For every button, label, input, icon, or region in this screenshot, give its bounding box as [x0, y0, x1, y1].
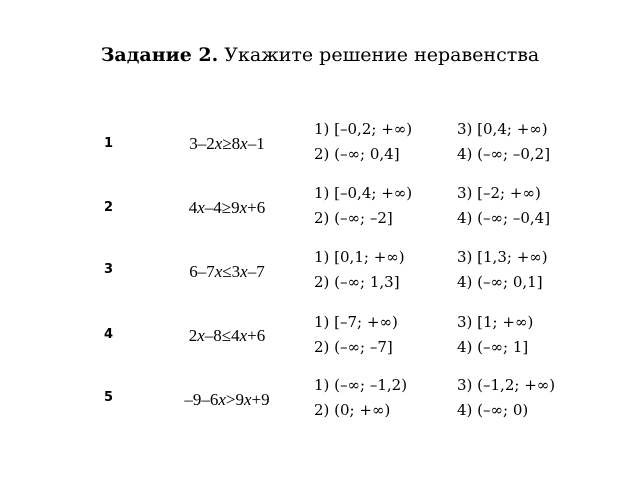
answer-option-3: 3) [1,3; +∞)	[457, 248, 548, 266]
task-row-2	[0, 184, 640, 250]
answer-option-2: 2) (0; +∞)	[314, 401, 391, 419]
answer-option-3: 3) (–1,2; +∞)	[457, 376, 556, 394]
answer-option-4: 4) (–∞; –0,2]	[457, 145, 551, 163]
task-heading: Задание 2.	[100, 44, 219, 66]
answer-option-2: 2) (–∞; –7]	[314, 338, 393, 356]
task-number: 5	[104, 390, 114, 405]
answer-option-1: 1) [0,1; +∞)	[314, 248, 405, 266]
task-row-4	[0, 313, 640, 379]
answer-option-1: 1) [–0,4; +∞)	[314, 184, 413, 202]
answer-option-1: 1) [–7; +∞)	[314, 313, 398, 331]
page-title	[0, 44, 640, 66]
answer-option-4: 4) (–∞; 0,1]	[457, 273, 543, 291]
task-number: 4	[104, 327, 114, 342]
answer-option-4: 4) (–∞; –0,4]	[457, 209, 551, 227]
answer-option-1: 1) [–0,2; +∞)	[314, 120, 413, 138]
task-row-5	[0, 376, 640, 442]
task-row-3	[0, 248, 640, 314]
answer-option-2: 2) (–∞; 1,3]	[314, 273, 400, 291]
answer-option-1: 1) (–∞; –1,2)	[314, 376, 408, 394]
task-inequality: –9–6x>9x+9	[184, 390, 270, 409]
task-inequality: 4x–4≥9x+6	[188, 198, 266, 217]
answer-option-3: 3) [–2; +∞)	[457, 184, 541, 202]
task-instruction: Укажите решение неравенства	[218, 44, 540, 66]
task-number: 2	[104, 200, 114, 215]
answer-option-3: 3) [1; +∞)	[457, 313, 534, 331]
task-inequality: 6–7x≤3x–7	[189, 262, 265, 281]
answer-option-4: 4) (–∞; 0)	[457, 401, 529, 419]
task-row-1	[0, 120, 640, 186]
task-inequality: 3–2x≥8x–1	[189, 134, 265, 153]
answer-option-2: 2) (–∞; 0,4]	[314, 145, 400, 163]
answer-option-3: 3) [0,4; +∞)	[457, 120, 548, 138]
task-number: 3	[104, 262, 114, 277]
task-number: 1	[104, 136, 114, 151]
answer-option-2: 2) (–∞; –2]	[314, 209, 393, 227]
answer-option-4: 4) (–∞; 1]	[457, 338, 529, 356]
task-inequality: 2x–8≤4x+6	[188, 326, 266, 345]
